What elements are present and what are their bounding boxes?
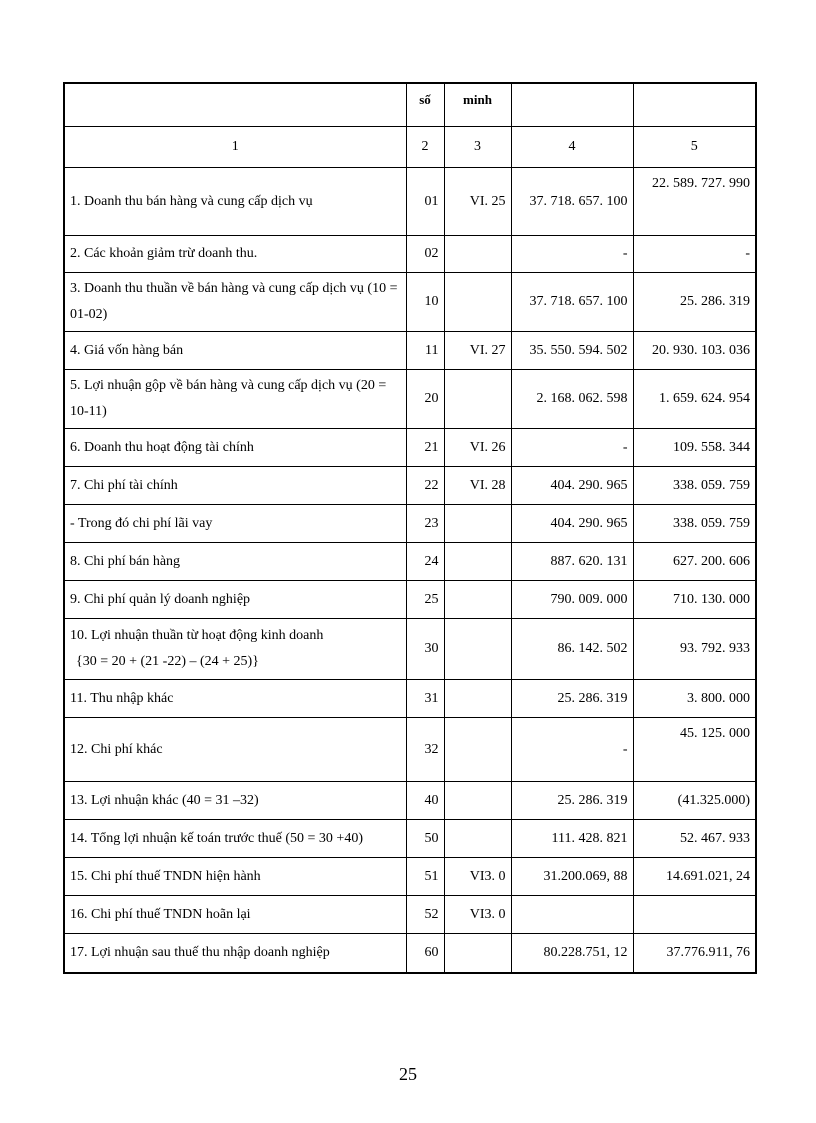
row-note (444, 543, 511, 581)
row-note: VI. 28 (444, 467, 511, 505)
column-number: 4 (511, 127, 633, 168)
row-label: 5. Lợi nhuận gộp về bán hàng và cung cấp dịch vụ (20 = 10-11) (64, 370, 406, 429)
row-note (444, 370, 511, 429)
row-code: 02 (406, 236, 444, 273)
row-label: 1. Doanh thu bán hàng và cung cấp dịch vụ (64, 168, 406, 236)
row-note (444, 934, 511, 974)
table-row (64, 543, 756, 581)
row-previous-value: 710. 130. 000 (633, 581, 756, 619)
table-header-row (64, 83, 756, 127)
row-note: VI. 27 (444, 332, 511, 370)
row-current-value: 37. 718. 657. 100 (511, 273, 633, 332)
column-number: 5 (633, 127, 756, 168)
row-note (444, 718, 511, 782)
row-current-value: 37. 718. 657. 100 (511, 168, 633, 236)
row-code: 11 (406, 332, 444, 370)
row-current-value: 111. 428. 821 (511, 820, 633, 858)
row-previous-value: 338. 059. 759 (633, 467, 756, 505)
table-row (64, 820, 756, 858)
row-previous-value: 1. 659. 624. 954 (633, 370, 756, 429)
table-row (64, 680, 756, 718)
table-row (64, 619, 756, 680)
row-previous-value: 37.776.911, 76 (633, 934, 756, 974)
row-note: VI. 26 (444, 429, 511, 467)
row-previous-value: 22. 589. 727. 990 (633, 168, 756, 236)
table-row (64, 581, 756, 619)
row-code: 32 (406, 718, 444, 782)
header-cell (64, 83, 406, 127)
table-row (64, 467, 756, 505)
row-note (444, 236, 511, 273)
table-row (64, 782, 756, 820)
table-row (64, 168, 756, 236)
row-current-value: 35. 550. 594. 502 (511, 332, 633, 370)
row-note (444, 820, 511, 858)
row-label: 3. Doanh thu thuần về bán hàng và cung cấp dịch vụ (10 = 01-02) (64, 273, 406, 332)
column-number: 2 (406, 127, 444, 168)
column-number: 1 (64, 127, 406, 168)
row-current-value: 790. 009. 000 (511, 581, 633, 619)
row-note (444, 581, 511, 619)
header-cell-note: minh (444, 83, 511, 127)
row-label: 16. Chi phí thuế TNDN hoãn lại (64, 896, 406, 934)
row-previous-value: (41.325.000) (633, 782, 756, 820)
row-label: 14. Tổng lợi nhuận kế toán trước thuế (50 = 30 +40) (64, 820, 406, 858)
header-cell-code: số (406, 83, 444, 127)
row-label: 11. Thu nhập khác (64, 680, 406, 718)
row-code: 01 (406, 168, 444, 236)
row-previous-value: 14.691.021, 24 (633, 858, 756, 896)
row-code: 50 (406, 820, 444, 858)
row-label: 12. Chi phí khác (64, 718, 406, 782)
row-current-value: 25. 286. 319 (511, 782, 633, 820)
table-row (64, 236, 756, 273)
table-row (64, 429, 756, 467)
row-current-value: - (511, 236, 633, 273)
row-label: 8. Chi phí bán hàng (64, 543, 406, 581)
row-code: 30 (406, 619, 444, 680)
table-row (64, 718, 756, 782)
row-current-value: 887. 620. 131 (511, 543, 633, 581)
column-number-row (64, 127, 756, 168)
row-previous-value: 109. 558. 344 (633, 429, 756, 467)
table-row (64, 370, 756, 429)
row-code: 21 (406, 429, 444, 467)
row-code: 20 (406, 370, 444, 429)
table-row (64, 332, 756, 370)
row-code: 24 (406, 543, 444, 581)
column-number: 3 (444, 127, 511, 168)
row-current-value: 2. 168. 062. 598 (511, 370, 633, 429)
table-row (64, 934, 756, 974)
row-code: 60 (406, 934, 444, 974)
row-label (64, 619, 406, 680)
row-code: 52 (406, 896, 444, 934)
row-code: 51 (406, 858, 444, 896)
row-label: 17. Lợi nhuận sau thuế thu nhập doanh nghiệp (64, 934, 406, 974)
row-code: 31 (406, 680, 444, 718)
row-previous-value (633, 896, 756, 934)
page-number: 25 (399, 1064, 417, 1084)
row-previous-value: 20. 930. 103. 036 (633, 332, 756, 370)
row-previous-value: 52. 467. 933 (633, 820, 756, 858)
row-code: 22 (406, 467, 444, 505)
table-row (64, 858, 756, 896)
row-current-value: 31.200.069, 88 (511, 858, 633, 896)
row-label: 2. Các khoản giảm trừ doanh thu. (64, 236, 406, 273)
table-row (64, 896, 756, 934)
row-current-value (511, 896, 633, 934)
row-note: VI. 25 (444, 168, 511, 236)
row-label: 7. Chi phí tài chính (64, 467, 406, 505)
row-label-line: 10. Lợi nhuận thuần từ hoạt động kinh doanh (70, 628, 324, 643)
row-previous-value: 3. 800. 000 (633, 680, 756, 718)
income-statement-table (63, 82, 757, 974)
row-code: 40 (406, 782, 444, 820)
row-label-formula: {30 = 20 + (21 -22) – (24 + 25)} (76, 654, 259, 669)
row-note (444, 782, 511, 820)
row-note (444, 273, 511, 332)
row-code: 10 (406, 273, 444, 332)
row-note (444, 505, 511, 543)
row-note: VI3. 0 (444, 858, 511, 896)
row-current-value: 404. 290. 965 (511, 505, 633, 543)
row-previous-value: 93. 792. 933 (633, 619, 756, 680)
row-current-value: 80.228.751, 12 (511, 934, 633, 974)
row-current-value: 86. 142. 502 (511, 619, 633, 680)
row-label: 15. Chi phí thuế TNDN hiện hành (64, 858, 406, 896)
header-cell (633, 83, 756, 127)
row-previous-value: 25. 286. 319 (633, 273, 756, 332)
row-label: 4. Giá vốn hàng bán (64, 332, 406, 370)
row-previous-value: 338. 059. 759 (633, 505, 756, 543)
header-cell (511, 83, 633, 127)
row-previous-value: 627. 200. 606 (633, 543, 756, 581)
row-note (444, 680, 511, 718)
row-label: 13. Lợi nhuận khác (40 = 31 –32) (64, 782, 406, 820)
row-previous-value: 45. 125. 000 (633, 718, 756, 782)
row-note: VI3. 0 (444, 896, 511, 934)
row-current-value: 25. 286. 319 (511, 680, 633, 718)
row-current-value: 404. 290. 965 (511, 467, 633, 505)
row-current-value: - (511, 718, 633, 782)
row-previous-value: - (633, 236, 756, 273)
row-note (444, 619, 511, 680)
row-code: 23 (406, 505, 444, 543)
row-label: 9. Chi phí quản lý doanh nghiệp (64, 581, 406, 619)
table-row (64, 273, 756, 332)
row-label: - Trong đó chi phí lãi vay (64, 505, 406, 543)
row-label: 6. Doanh thu hoạt động tài chính (64, 429, 406, 467)
table-row (64, 505, 756, 543)
row-current-value: - (511, 429, 633, 467)
row-code: 25 (406, 581, 444, 619)
